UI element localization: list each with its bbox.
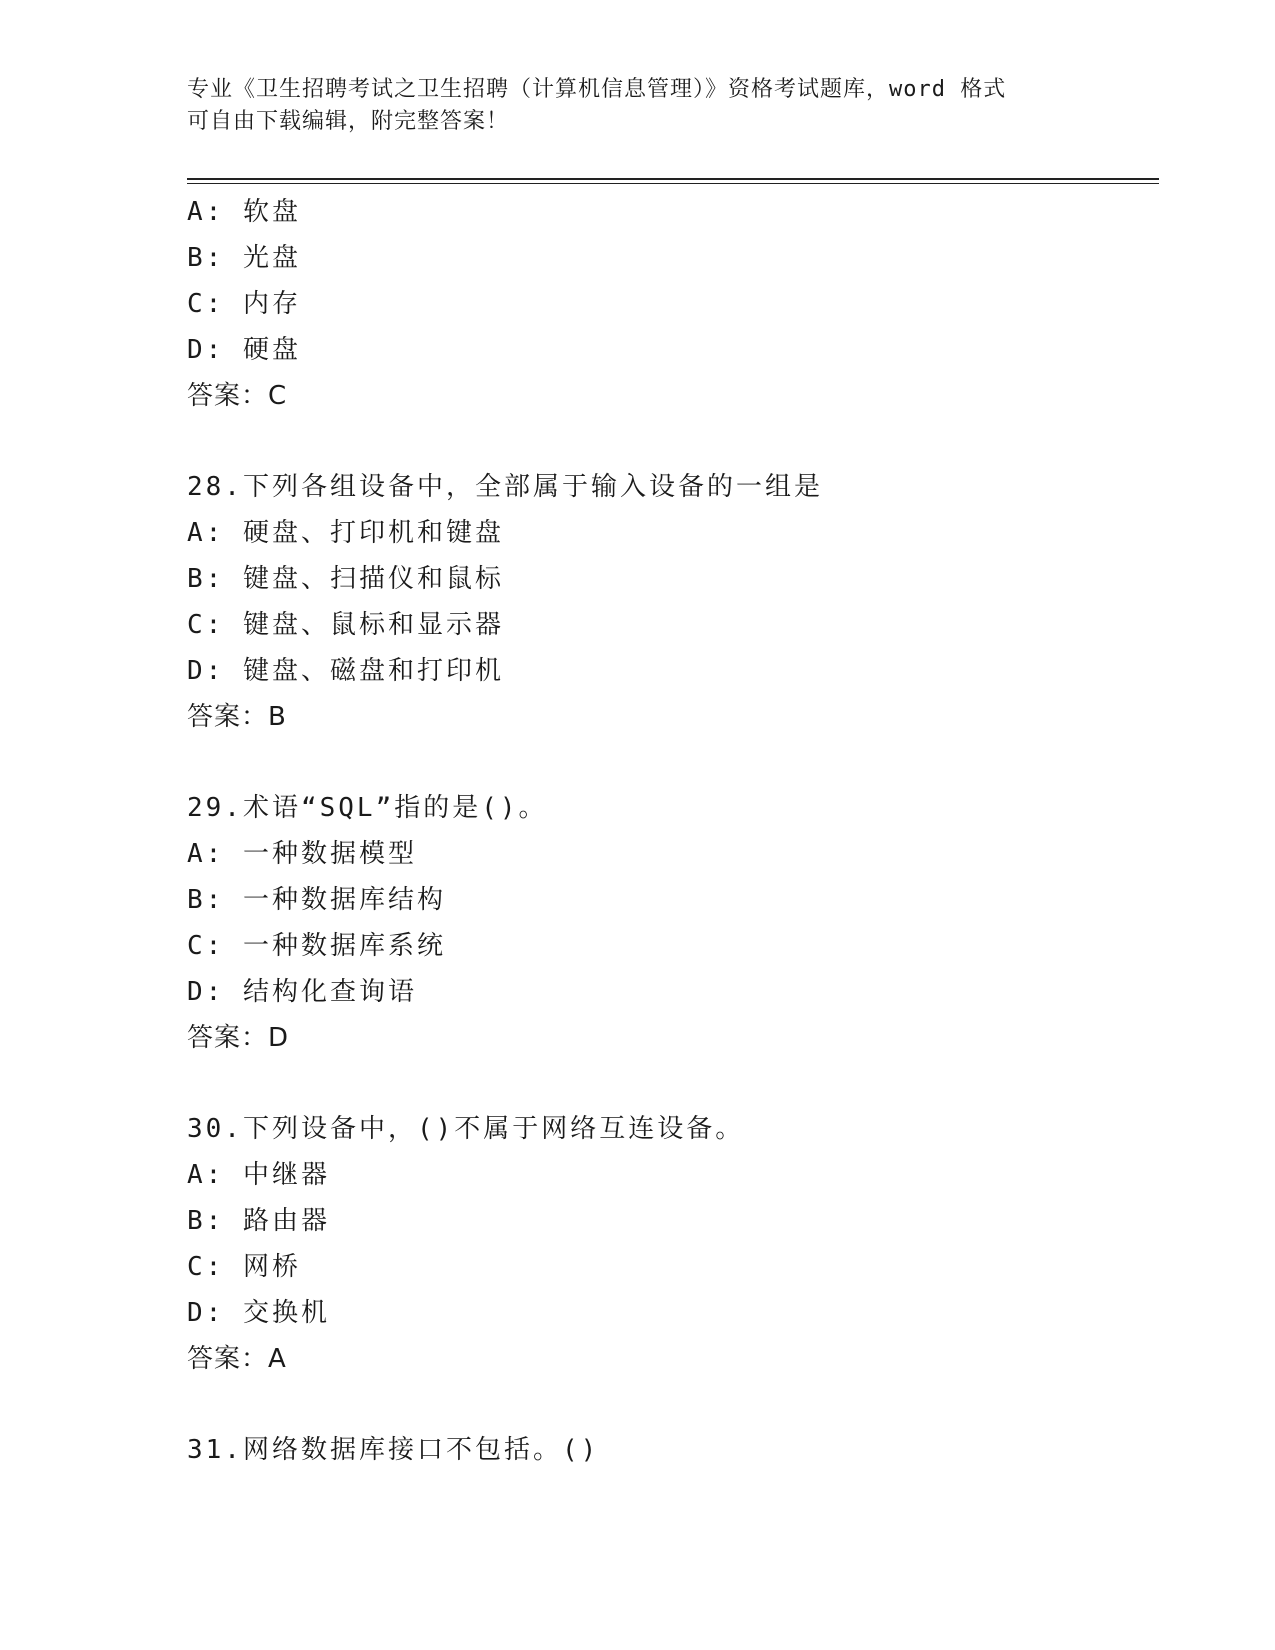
option-a: A: 软盘 <box>187 197 301 227</box>
question-text: 31.网络数据库接口不包括。() <box>187 1435 600 1465</box>
question-list <box>187 189 1159 1473</box>
header-line-2: 可自由下载编辑，附完整答案！ <box>187 109 510 134</box>
answer-line: 答案：A <box>187 1344 287 1374</box>
option-d: D: 结构化查询语 <box>187 977 417 1007</box>
question-block-29 <box>187 785 1159 1061</box>
spacer <box>187 1061 1159 1106</box>
spacer <box>187 419 1159 464</box>
spacer <box>187 740 1159 785</box>
question-block-27 <box>187 189 1159 419</box>
question-block-31 <box>187 1427 1159 1473</box>
question-text: 29.术语“SQL”指的是()。 <box>187 793 548 823</box>
question-block-28 <box>187 464 1159 740</box>
option-b: B: 光盘 <box>187 243 301 273</box>
document-header <box>187 74 1087 138</box>
question-block-30 <box>187 1106 1159 1382</box>
option-b: B: 一种数据库结构 <box>187 885 446 915</box>
option-b: B: 路由器 <box>187 1206 330 1236</box>
option-c: C: 一种数据库系统 <box>187 931 446 961</box>
option-b: B: 键盘、扫描仪和鼠标 <box>187 564 504 594</box>
option-d: D: 键盘、磁盘和打印机 <box>187 656 504 686</box>
option-c: C: 内存 <box>187 289 301 319</box>
question-text: 28.下列各组设备中，全部属于输入设备的一组是 <box>187 472 823 502</box>
option-c: C: 网桥 <box>187 1252 301 1282</box>
answer-line: 答案：D <box>187 1023 290 1053</box>
question-text: 30.下列设备中，()不属于网络互连设备。 <box>187 1114 745 1144</box>
header-divider-thick <box>187 178 1159 180</box>
answer-line: 答案：C <box>187 381 288 411</box>
header-divider-thin <box>187 183 1159 184</box>
spacer <box>187 1382 1159 1427</box>
option-c: C: 键盘、鼠标和显示器 <box>187 610 504 640</box>
option-d: D: 交换机 <box>187 1298 330 1328</box>
option-a: A: 硬盘、打印机和键盘 <box>187 518 504 548</box>
header-line-1: 专业《卫生招聘考试之卫生招聘（计算机信息管理）》资格考试题库，word 格式 <box>187 77 1007 102</box>
answer-line: 答案：B <box>187 702 287 732</box>
option-d: D: 硬盘 <box>187 335 301 365</box>
option-a: A: 中继器 <box>187 1160 330 1190</box>
option-a: A: 一种数据模型 <box>187 839 417 869</box>
